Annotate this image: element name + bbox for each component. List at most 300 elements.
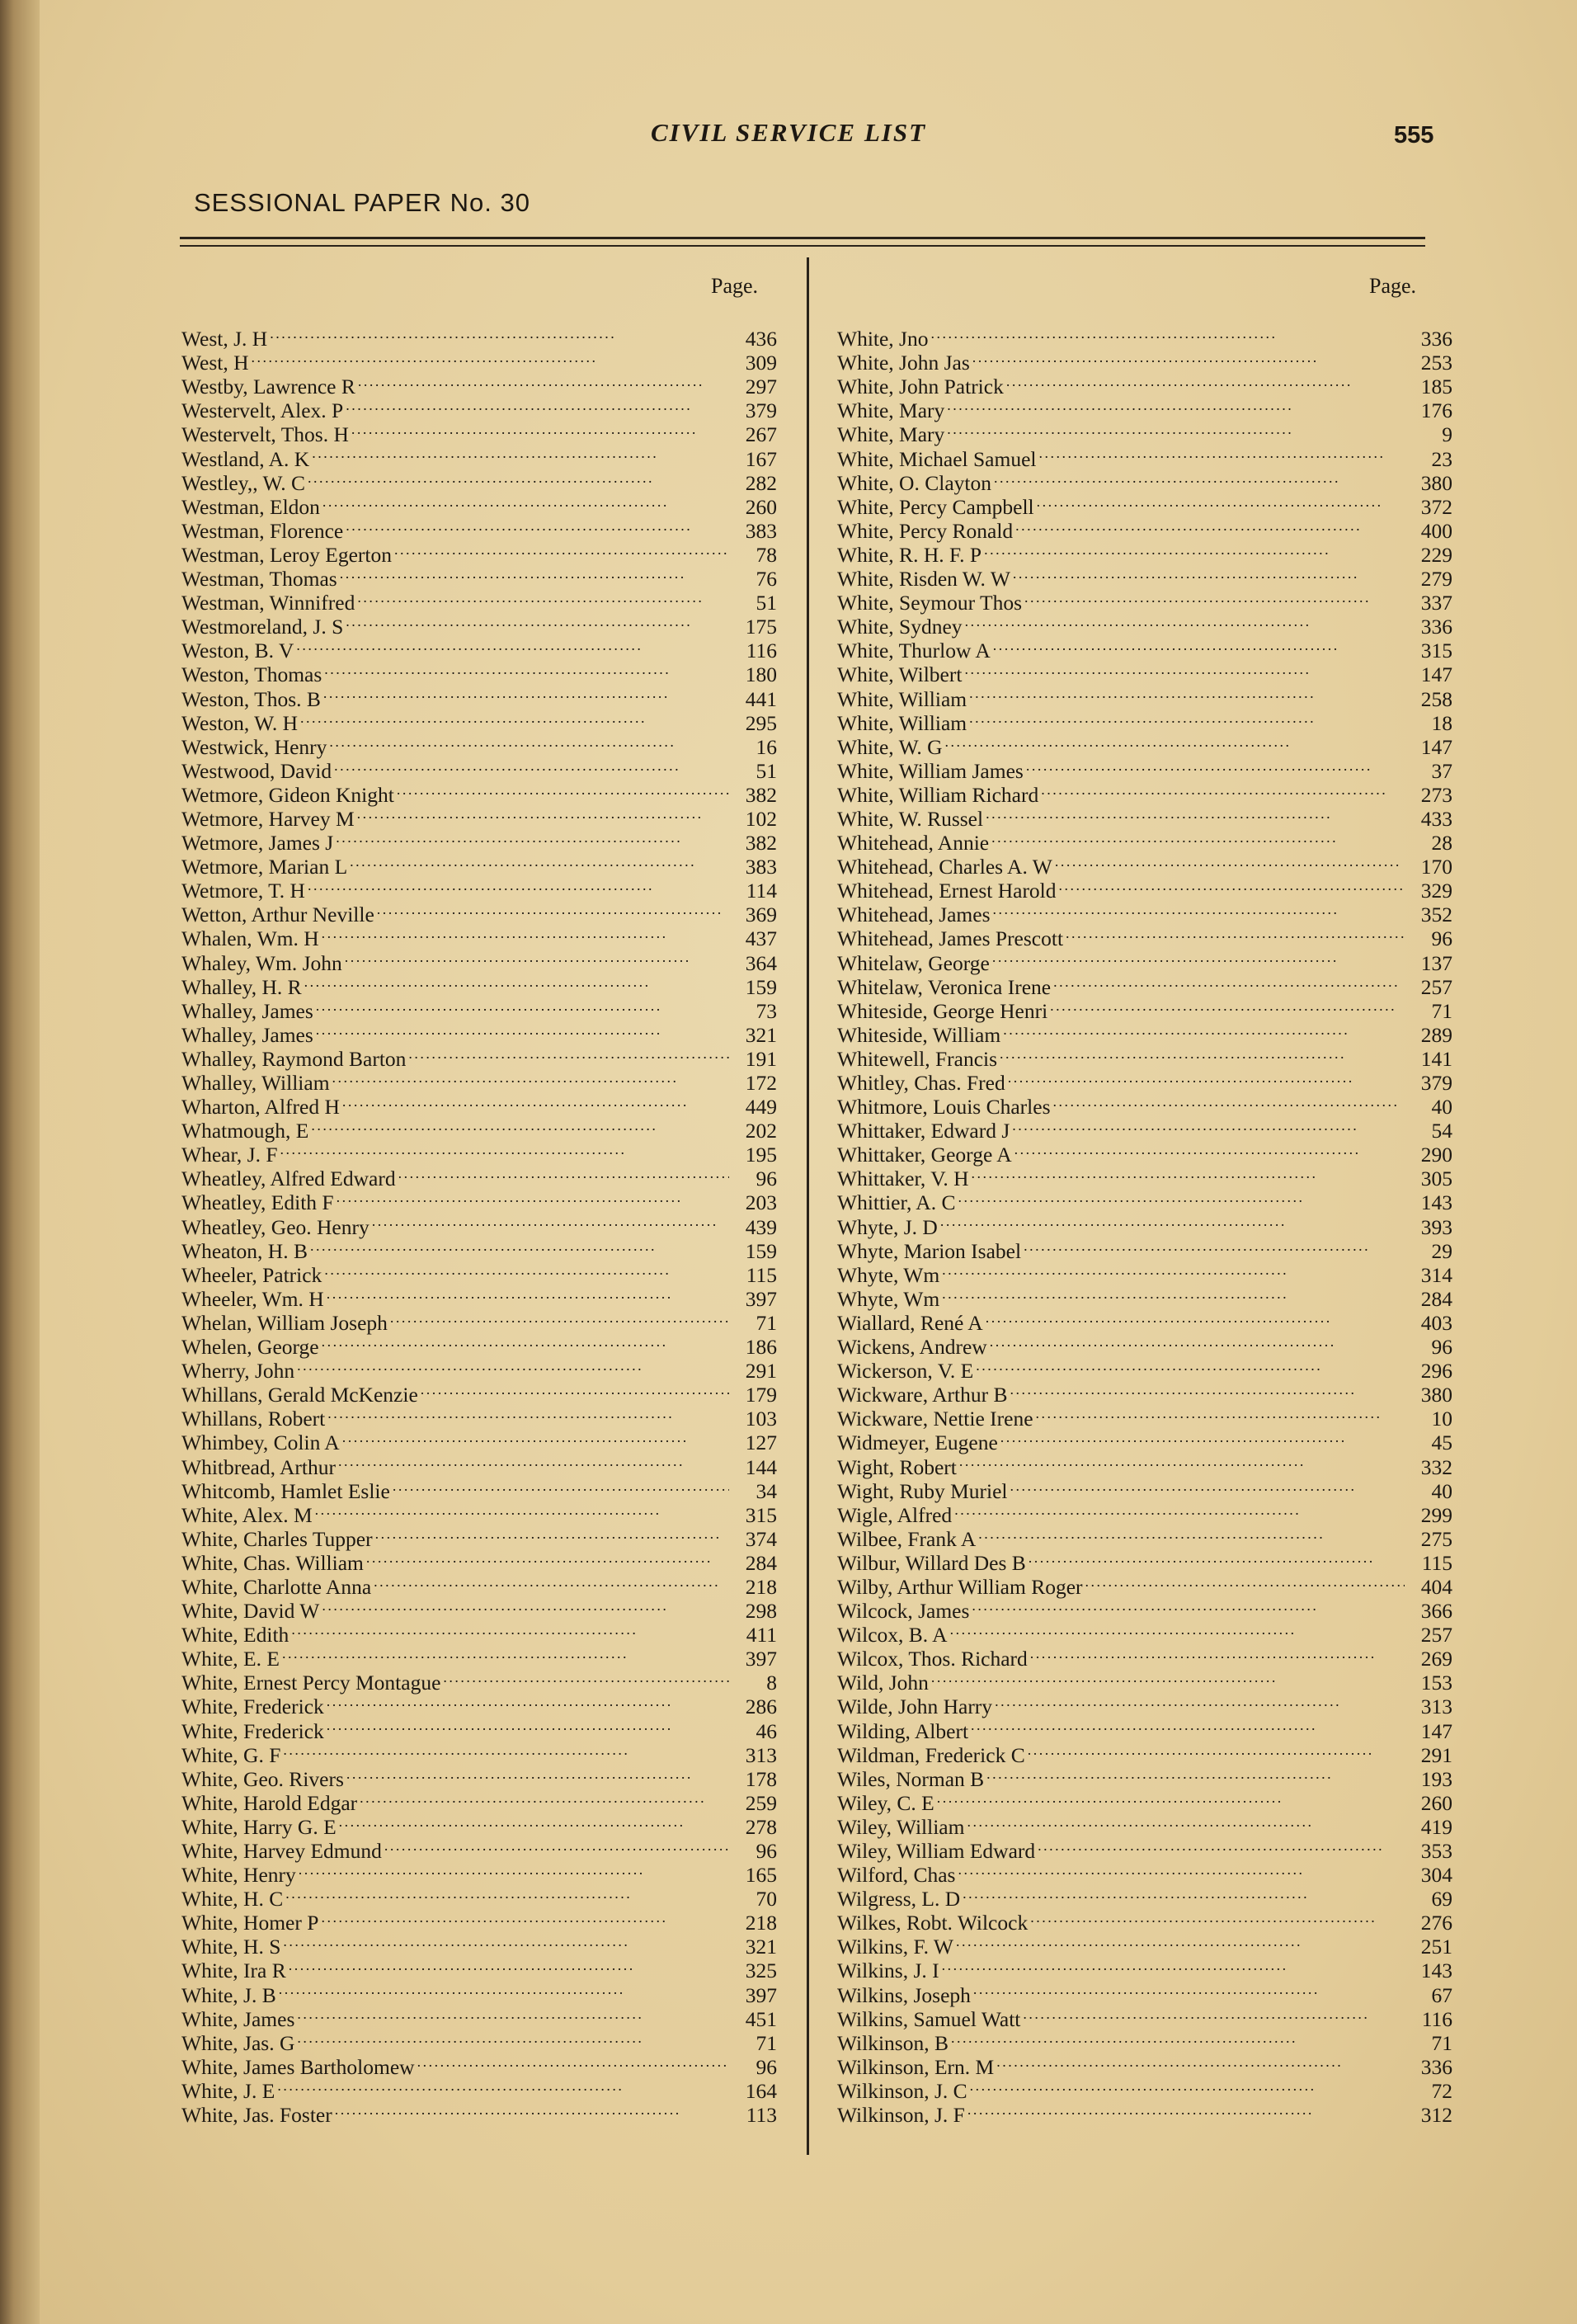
- entry-page-number: 369: [745, 903, 777, 927]
- dot-leader: [992, 945, 1405, 969]
- dot-leader: [931, 1666, 1405, 1690]
- dot-leader: [335, 2098, 729, 2122]
- entry-name: Wilkinson, J. F: [837, 2103, 965, 2128]
- entry-name: Whalley, Raymond Barton: [181, 1046, 407, 1071]
- entry-page-number: 164: [745, 2078, 777, 2103]
- dot-leader: [345, 945, 729, 969]
- dot-leader: [374, 1570, 729, 1594]
- entry-name: Westmoreland, J. S: [181, 615, 344, 639]
- entry-name: Westland, A. K: [181, 446, 310, 471]
- entry-page-number: 69: [1431, 1887, 1452, 1912]
- entry-page-number: 336: [1420, 615, 1452, 639]
- entry-name: Whyte, J. D: [837, 1214, 938, 1239]
- entry-page-number: 383: [745, 518, 777, 543]
- entry-name: Wigle, Alfred: [837, 1502, 953, 1527]
- dot-leader: [942, 1258, 1405, 1282]
- entry-page-number: 71: [756, 1310, 777, 1335]
- entry-name: Westervelt, Thos. H: [181, 422, 349, 447]
- entry-name: White, E. E: [181, 1647, 280, 1671]
- dot-leader: [993, 898, 1405, 922]
- entry-name: Whyte, Wm: [837, 1262, 940, 1287]
- dot-leader: [993, 634, 1405, 658]
- dot-leader: [1026, 754, 1405, 778]
- entry-page-number: 275: [1420, 1526, 1452, 1551]
- entry-name: Wetmore, T. H: [181, 879, 305, 903]
- dot-leader: [316, 994, 729, 1018]
- dot-leader: [971, 1714, 1405, 1737]
- entry-name: Wilford, Chas: [837, 1863, 956, 1888]
- entry-page-number: 76: [756, 567, 777, 592]
- entry-page-number: 279: [1420, 567, 1452, 592]
- entry-page-number: 176: [1420, 398, 1452, 423]
- dot-leader: [995, 1690, 1405, 1714]
- entry-page-number: 260: [1420, 1790, 1452, 1815]
- entry-name: Whitelaw, George: [837, 950, 990, 975]
- entry-page-number: 71: [1431, 2030, 1452, 2055]
- entry-page-number: 202: [745, 1119, 777, 1143]
- dot-leader: [1006, 370, 1405, 394]
- dot-leader: [1024, 1234, 1405, 1258]
- dot-leader: [942, 1282, 1405, 1306]
- entry-name: Whalley, James: [181, 998, 313, 1023]
- entry-page-number: 260: [745, 494, 777, 519]
- dot-leader: [350, 850, 729, 874]
- entry-page-number: 40: [1431, 1095, 1452, 1120]
- dot-leader: [1038, 1834, 1405, 1858]
- entry-name: Whitelaw, Veronica Irene: [837, 974, 1052, 999]
- entry-name: White, Ira R: [181, 1959, 286, 1983]
- entry-page-number: 141: [1420, 1046, 1452, 1071]
- entry-name: White, W. Russel: [837, 806, 984, 831]
- entry-page-number: 170: [1420, 855, 1452, 879]
- dot-leader: [963, 1882, 1405, 1906]
- dot-leader: [299, 1858, 729, 1882]
- entry-page-number: 147: [1420, 1718, 1452, 1743]
- entry-name: White, Percy Ronald: [837, 518, 1014, 543]
- entry-name: White, J. E: [181, 2078, 275, 2103]
- entry-page-number: 336: [1420, 2054, 1452, 2079]
- entry-page-number: 153: [1420, 1671, 1452, 1695]
- entry-name: Westwood, David: [181, 758, 332, 783]
- entry-page-number: 364: [745, 950, 777, 975]
- entry-page-number: 102: [745, 806, 777, 831]
- entry-page-number: 374: [745, 1526, 777, 1551]
- entry-page-number: 325: [745, 1959, 777, 1983]
- entry-name: White, Geo. Rivers: [181, 1766, 344, 1791]
- dot-leader: [327, 1690, 729, 1714]
- entry-page-number: 379: [745, 398, 777, 423]
- entry-page-number: 332: [1420, 1454, 1452, 1479]
- entry-name: Westman, Winnifred: [181, 591, 355, 615]
- dot-leader: [1023, 2002, 1405, 2026]
- dot-leader: [1013, 562, 1405, 586]
- entry-page-number: 191: [745, 1046, 777, 1071]
- entry-name: Wiley, C. E: [837, 1790, 934, 1815]
- entry-page-number: 218: [745, 1574, 777, 1599]
- entry-page-number: 284: [1420, 1286, 1452, 1311]
- entry-name: Whalley, James: [181, 1022, 313, 1047]
- entry-name: White, Mary: [837, 398, 945, 423]
- dot-leader: [339, 1810, 729, 1834]
- entry-name: White, William Richard: [837, 782, 1039, 807]
- dot-leader: [991, 826, 1405, 850]
- entry-name: Wiallard, René A: [837, 1310, 983, 1335]
- dot-leader: [322, 1330, 729, 1354]
- entry-name: Wight, Robert: [837, 1454, 957, 1479]
- entry-page-number: 304: [1420, 1863, 1452, 1888]
- dot-leader: [358, 370, 729, 394]
- entry-name: White, Michael Samuel: [837, 446, 1037, 471]
- dot-leader: [366, 1546, 729, 1570]
- entry-name: Wild, John: [837, 1671, 929, 1695]
- entry-name: Whittaker, V. H: [837, 1167, 969, 1191]
- entry-name: White, William James: [837, 758, 1024, 783]
- header-rule-secondary: [180, 245, 1425, 247]
- entry-page-number: 290: [1420, 1143, 1452, 1167]
- entry-page-number: 8: [766, 1671, 777, 1695]
- entry-page-number: 96: [756, 2054, 777, 2079]
- entry-page-number: 315: [1420, 639, 1452, 663]
- dot-leader: [337, 1186, 729, 1209]
- entry-page-number: 113: [746, 2103, 777, 2128]
- entry-page-number: 179: [745, 1383, 777, 1407]
- entry-page-number: 380: [1420, 470, 1452, 495]
- entry-page-number: 71: [1431, 998, 1452, 1023]
- entry-name: Wight, Ruby Muriel: [837, 1478, 1008, 1503]
- entry-name: Weston, Thos. B: [181, 686, 321, 711]
- entry-name: White, Alex. M: [181, 1502, 313, 1527]
- entry-name: White, David W: [181, 1599, 320, 1624]
- entry-name: White, W. G: [837, 734, 943, 759]
- entry-name: Weston, W. H: [181, 710, 299, 735]
- entry-page-number: 67: [1431, 1982, 1452, 2007]
- entry-page-number: 291: [745, 1359, 777, 1384]
- dot-leader: [1010, 1474, 1405, 1498]
- entry-name: Whiteside, William: [837, 1022, 1001, 1047]
- entry-name: Whittaker, George A: [837, 1143, 1012, 1167]
- dot-leader: [1037, 490, 1405, 514]
- dot-leader: [346, 514, 729, 538]
- dot-leader: [969, 681, 1405, 705]
- dot-leader: [340, 562, 729, 586]
- dot-leader: [252, 346, 729, 370]
- dot-leader: [978, 1522, 1405, 1546]
- dot-leader: [421, 1378, 729, 1402]
- entry-name: Wilde, John Harry: [837, 1695, 993, 1719]
- dot-leader: [357, 802, 729, 826]
- entry-name: Whaley, Wm. John: [181, 950, 342, 975]
- entry-name: White, Chas. William: [181, 1550, 364, 1575]
- entry-page-number: 16: [756, 734, 777, 759]
- running-title: CIVIL SERVICE LIST: [650, 118, 927, 147]
- entry-name: White, William: [837, 710, 967, 735]
- entry-name: White, Henry: [181, 1863, 296, 1888]
- entry-name: Whimbey, Colin A: [181, 1431, 340, 1455]
- entry-page-number: 10: [1431, 1407, 1452, 1431]
- entry-page-number: 137: [1420, 950, 1452, 975]
- entry-page-number: 379: [1420, 1071, 1452, 1095]
- entry-page-number: 116: [1421, 2006, 1452, 2031]
- dot-leader: [986, 1762, 1405, 1786]
- entry-page-number: 352: [1420, 903, 1452, 927]
- entry-page-number: 218: [745, 1911, 777, 1935]
- entry-page-number: 393: [1420, 1214, 1452, 1239]
- entry-name: White, Risden W. W: [837, 567, 1010, 592]
- entry-name: White, Charlotte Anna: [181, 1574, 372, 1599]
- entry-name: White, Jno: [837, 327, 929, 351]
- entry-page-number: 147: [1420, 662, 1452, 687]
- dot-leader: [964, 658, 1405, 681]
- book-gutter: [0, 0, 40, 2324]
- entry-name: Wheatley, Edith F: [181, 1190, 334, 1215]
- dot-leader: [334, 754, 729, 778]
- entry-name: Wiles, Norman B: [837, 1766, 985, 1791]
- dot-leader: [970, 2074, 1405, 2098]
- entry-name: White, James: [181, 2006, 295, 2031]
- entry-page-number: 143: [1420, 1190, 1452, 1215]
- dot-leader: [1012, 1114, 1405, 1138]
- entry-name: Wilcox, B. A: [837, 1623, 948, 1648]
- entry-page-number: 193: [1420, 1766, 1452, 1791]
- dot-leader: [972, 1162, 1405, 1186]
- dot-leader: [1030, 1906, 1405, 1930]
- dot-leader: [1055, 850, 1405, 874]
- dot-leader: [958, 1186, 1405, 1209]
- entry-name: White, Charles Tupper: [181, 1526, 373, 1551]
- entry-page-number: 372: [1420, 494, 1452, 519]
- dot-leader: [958, 1858, 1405, 1882]
- dot-leader: [336, 826, 729, 850]
- entry-name: Whalley, H. R: [181, 974, 302, 999]
- entry-page-number: 143: [1420, 1959, 1452, 1983]
- entry-name: Wickware, Nettie Irene: [837, 1407, 1033, 1431]
- entry-page-number: 167: [745, 446, 777, 471]
- entry-page-number: 286: [745, 1695, 777, 1719]
- entry-name: Westman, Eldon: [181, 494, 320, 519]
- entry-page-number: 321: [745, 1935, 777, 1959]
- entry-page-number: 257: [1420, 1623, 1452, 1648]
- dot-leader: [375, 1522, 729, 1546]
- entry-name: Widmeyer, Eugene: [837, 1431, 998, 1455]
- entry-name: Whelan, William Joseph: [181, 1310, 388, 1335]
- entry-page-number: 336: [1420, 327, 1452, 351]
- dot-leader: [342, 1426, 729, 1450]
- entry-page-number: 70: [756, 1887, 777, 1912]
- dot-leader: [967, 2098, 1405, 2122]
- entry-name: Wheaton, H. B: [181, 1238, 308, 1263]
- dot-leader: [296, 634, 729, 658]
- dot-leader: [397, 778, 729, 802]
- entry-page-number: 404: [1420, 1574, 1452, 1599]
- dot-leader: [408, 1042, 729, 1066]
- dot-leader: [1038, 441, 1405, 465]
- entry-name: Whatmough, E: [181, 1119, 309, 1143]
- entry-name: Westby, Lawrence R: [181, 375, 355, 399]
- entry-name: Westman, Leroy Egerton: [181, 542, 392, 567]
- entry-page-number: 312: [1420, 2103, 1452, 2128]
- entry-name: Whitmore, Louis Charles: [837, 1095, 1051, 1120]
- dot-leader: [1053, 1090, 1405, 1114]
- dot-leader: [986, 1306, 1405, 1330]
- dot-leader: [984, 538, 1405, 562]
- left-column-heading: Page.: [711, 274, 759, 298]
- entry-name: White, O. Clayton: [837, 470, 991, 495]
- entry-name: Weston, B. V: [181, 639, 294, 663]
- entry-name: Whitbread, Arthur: [181, 1454, 336, 1479]
- dot-leader: [1059, 874, 1405, 898]
- entry-page-number: 9: [1442, 422, 1452, 447]
- dot-leader: [308, 466, 729, 490]
- dot-leader: [297, 2026, 729, 2050]
- entry-page-number: 267: [745, 422, 777, 447]
- dot-leader: [1024, 586, 1405, 610]
- dot-leader: [1014, 1138, 1405, 1162]
- entry-page-number: 37: [1431, 758, 1452, 783]
- dot-leader: [393, 1474, 729, 1498]
- entry-name: Wilkins, F. W: [837, 1935, 953, 1959]
- dot-leader: [346, 394, 729, 417]
- dot-leader: [346, 1762, 729, 1786]
- entry-name: Wilbee, Frank A: [837, 1526, 977, 1551]
- entry-name: Wheeler, Patrick: [181, 1262, 322, 1287]
- dot-leader: [976, 1354, 1405, 1378]
- entry-name: Wickens, Andrew: [837, 1335, 987, 1360]
- entry-name: Wilcock, James: [837, 1599, 970, 1624]
- entry-name: Whyte, Wm: [837, 1286, 940, 1311]
- entry-name: Wharton, Alfred H: [181, 1095, 340, 1120]
- dot-leader: [1000, 1042, 1405, 1066]
- entry-name: Wetmore, Marian L: [181, 855, 348, 879]
- dot-leader: [311, 1114, 729, 1138]
- entry-name: White, Frederick: [181, 1718, 324, 1743]
- entry-page-number: 96: [1431, 926, 1452, 951]
- dot-leader: [1010, 1378, 1405, 1402]
- entry-name: Wilkinson, J. C: [837, 2078, 967, 2103]
- dot-leader: [283, 1738, 729, 1762]
- entry-page-number: 175: [745, 615, 777, 639]
- column-divider: [807, 257, 809, 2155]
- dot-leader: [285, 1882, 729, 1906]
- dot-leader: [1066, 922, 1405, 945]
- dot-leader: [310, 1234, 729, 1258]
- entry-name: Whillans, Robert: [181, 1407, 326, 1431]
- entry-name: Wilbur, Willard Des B: [837, 1550, 1026, 1575]
- entry-page-number: 400: [1420, 518, 1452, 543]
- entry-name: Wheatley, Alfred Edward: [181, 1167, 396, 1191]
- entry-page-number: 276: [1420, 1911, 1452, 1935]
- entry-page-number: 253: [1420, 351, 1452, 375]
- dot-leader: [1008, 1066, 1405, 1090]
- dot-leader: [959, 1450, 1405, 1473]
- dot-leader: [443, 1666, 729, 1690]
- entry-name: Wetmore, Harvey M: [181, 806, 355, 831]
- entry-page-number: 159: [745, 974, 777, 999]
- entry-page-number: 313: [1420, 1695, 1452, 1719]
- entry-name: White, R. H. F. P: [837, 542, 982, 567]
- entry-page-number: 251: [1420, 1935, 1452, 1959]
- entry-page-number: 116: [746, 639, 777, 663]
- entry-page-number: 299: [1420, 1502, 1452, 1527]
- entry-page-number: 45: [1431, 1431, 1452, 1455]
- dot-leader: [279, 1978, 729, 2001]
- entry-page-number: 269: [1420, 1647, 1452, 1671]
- dot-leader: [950, 1618, 1405, 1642]
- dot-leader: [956, 1930, 1405, 1954]
- entry-page-number: 309: [745, 351, 777, 375]
- sessional-paper-label: SESSIONAL PAPER No. 30: [194, 188, 530, 217]
- entry-name: White, Mary: [837, 422, 945, 447]
- dot-leader: [283, 1930, 729, 1954]
- entry-name: Wetmore, James J: [181, 831, 334, 856]
- dot-leader: [315, 1498, 729, 1522]
- dot-leader: [972, 1594, 1405, 1618]
- dot-leader: [332, 1066, 729, 1090]
- entry-page-number: 284: [745, 1550, 777, 1575]
- dot-leader: [1003, 1018, 1405, 1042]
- dot-leader: [986, 802, 1405, 826]
- entry-name: Whelen, George: [181, 1335, 319, 1360]
- entry-page-number: 397: [745, 1982, 777, 2007]
- entry-name: White, Percy Campbell: [837, 494, 1034, 519]
- dot-leader: [1036, 1402, 1405, 1426]
- entry-name: Whiteside, George Henri: [837, 998, 1048, 1023]
- index-entry: [181, 322, 777, 351]
- entry-name: White, John Jas: [837, 351, 970, 375]
- dot-leader: [289, 1954, 729, 1978]
- entry-page-number: 73: [756, 998, 777, 1023]
- index-entry: [837, 346, 1452, 375]
- entry-page-number: 451: [745, 2006, 777, 2031]
- dot-leader: [967, 1810, 1405, 1834]
- entry-page-number: 411: [746, 1623, 777, 1648]
- dot-leader: [1050, 994, 1405, 1018]
- entry-page-number: 315: [745, 1502, 777, 1527]
- entry-page-number: 115: [1421, 1550, 1452, 1575]
- entry-page-number: 203: [745, 1190, 777, 1215]
- dot-leader: [972, 346, 1405, 370]
- dot-leader: [1028, 1738, 1405, 1762]
- dot-leader: [940, 1209, 1405, 1233]
- entry-name: Whalley, William: [181, 1071, 330, 1095]
- entry-page-number: 144: [745, 1454, 777, 1479]
- entry-name: White, Seymour Thos: [837, 591, 1023, 615]
- entry-name: Whitcomb, Hamlet Eslie: [181, 1478, 390, 1503]
- entry-name: White, James Bartholomew: [181, 2054, 415, 2079]
- entry-name: Westley,, W. C: [181, 470, 305, 495]
- dot-leader: [965, 610, 1405, 634]
- entry-page-number: 186: [745, 1335, 777, 1360]
- entry-name: Westman, Florence: [181, 518, 344, 543]
- entry-page-number: 159: [745, 1238, 777, 1263]
- entry-page-number: 273: [1420, 782, 1452, 807]
- dot-leader: [338, 1450, 729, 1473]
- dot-leader: [937, 1786, 1405, 1810]
- dot-leader: [1030, 1642, 1405, 1666]
- dot-leader: [990, 1330, 1405, 1354]
- entry-page-number: 18: [1431, 710, 1452, 735]
- dot-leader: [384, 1834, 729, 1858]
- dot-leader: [969, 706, 1405, 730]
- header-rule: [180, 237, 1425, 239]
- entry-name: Westman, Thomas: [181, 567, 337, 592]
- entry-page-number: 297: [745, 375, 777, 399]
- dot-leader: [360, 1786, 729, 1810]
- entry-page-number: 437: [745, 926, 777, 951]
- dot-leader: [947, 417, 1405, 441]
- entry-name: White, Jas. Foster: [181, 2103, 332, 2128]
- entry-page-number: 298: [745, 1599, 777, 1624]
- entry-page-number: 46: [756, 1718, 777, 1743]
